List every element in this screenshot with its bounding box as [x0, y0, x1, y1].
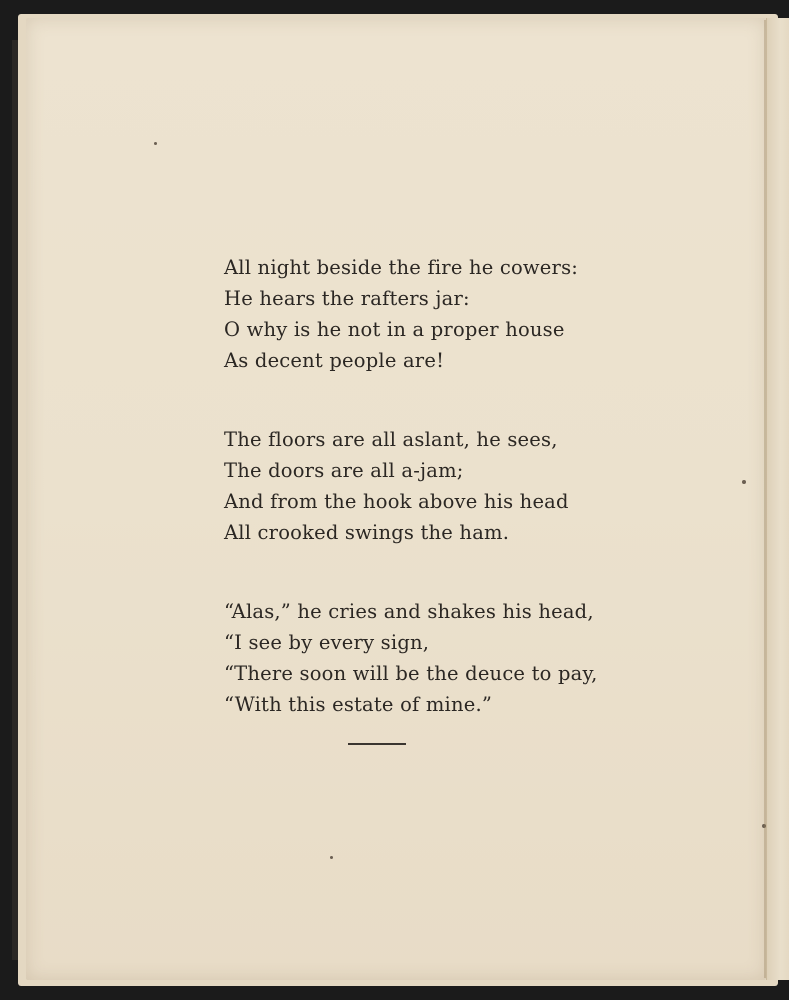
poem-line: “I see by every sign,: [224, 631, 430, 654]
paper-speck: [330, 856, 333, 859]
paper-speck: [154, 142, 157, 145]
poem-line: The doors are all a-jam;: [224, 459, 464, 482]
stanza-3: [224, 596, 644, 720]
poem-line: O why is he not in a proper house: [224, 318, 565, 341]
section-divider-rule: [348, 743, 406, 745]
stanza-2: [224, 424, 644, 548]
poem-line: All crooked swings the ham.: [224, 521, 510, 544]
poem-line: “There soon will be the deuce to pay,: [224, 662, 598, 685]
poem-line: As decent people are!: [224, 349, 445, 372]
facing-page-edge: [766, 18, 789, 980]
poem-line: And from the hook above his head: [224, 490, 569, 513]
poem-text: [224, 252, 644, 768]
stanza-1: [224, 252, 644, 376]
poem-line: All night beside the fire he cowers:: [224, 256, 579, 279]
poem-line: He hears the rafters jar:: [224, 287, 470, 310]
poem-line: “Alas,” he cries and shakes his head,: [224, 600, 594, 623]
poem-line: The floors are all aslant, he sees,: [224, 428, 558, 451]
paper-speck: [742, 480, 746, 484]
poem-line: “With this estate of mine.”: [224, 693, 493, 716]
